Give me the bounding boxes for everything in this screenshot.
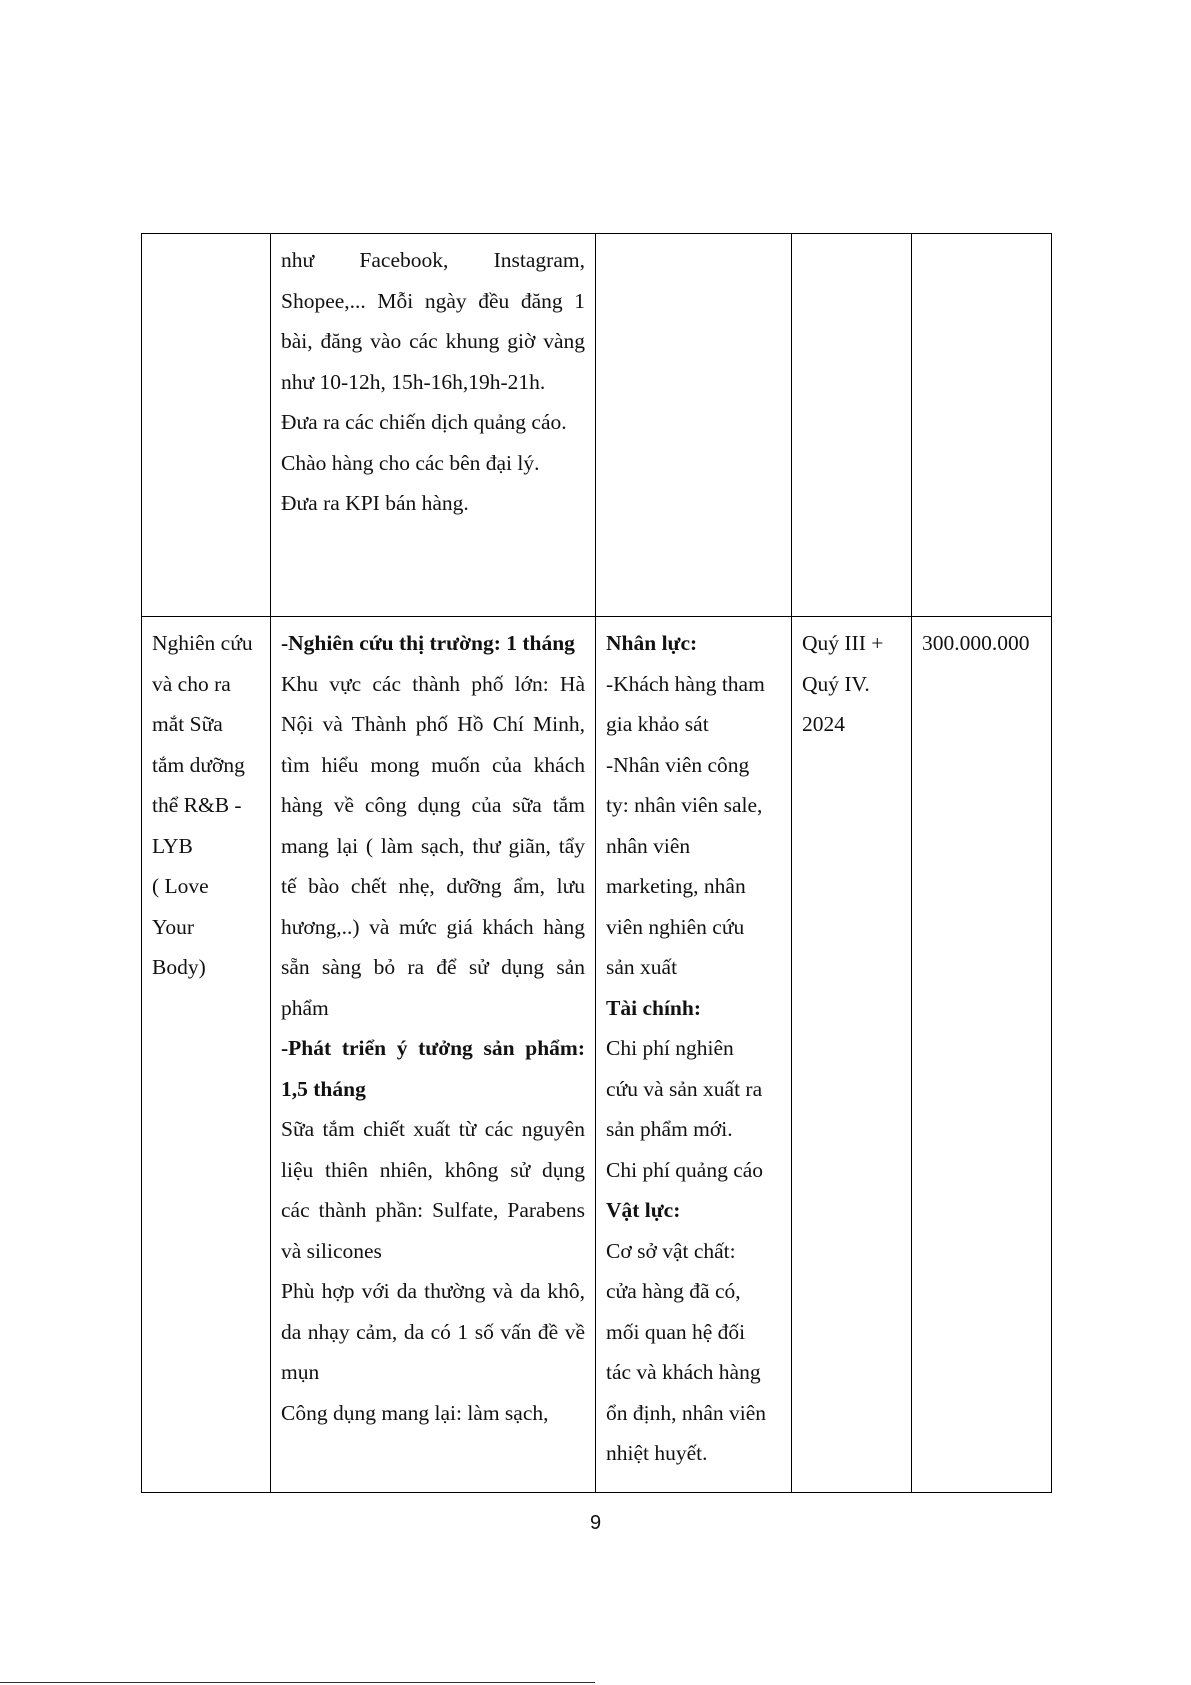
finance-line: Chi phí nghiên [606, 1036, 734, 1060]
time-line: Quý III + [802, 631, 884, 655]
hr-line: gia khảo sát [606, 712, 709, 736]
cell-resources [596, 617, 792, 1493]
budget-value: 300.000.000 [922, 631, 1030, 655]
hr-line: viên nghiên cứu [606, 914, 745, 939]
cell-resources [596, 234, 792, 617]
time-line: 2024 [802, 712, 845, 736]
activity-line: Your [152, 914, 195, 939]
physical-heading: Vật lực: [606, 1198, 681, 1222]
physical-line: nhiệt huyết. [606, 1441, 708, 1465]
idea-text: Sữa tắm chiết xuất từ các nguyên liệu thiên nhiên, không sử dụng các thành phần: Sulfate, Parabens và silicones [281, 1117, 585, 1263]
research-text: Khu vực các thành phố lớn: Hà Nội và Thành phố Hồ Chí Minh, tìm hiểu mong muốn của khách hàng về công dụng của sữa tắm mang lại ( làm sạch, thư giãn, tẩy tế bào chết nhẹ, dưỡng ẩm, lưu hương,..) và mức giá khách hàng sẵn sàng bỏ ra để sử dụng sản phẩm [281, 671, 585, 1020]
cell-content [271, 234, 596, 617]
finance-line: Chi phí quảng cáo [606, 1157, 764, 1182]
activity-line: Body) [152, 955, 206, 979]
table-row [142, 234, 1052, 617]
finance-heading: Tài chính: [606, 995, 701, 1020]
hr-line: sản xuất [606, 955, 678, 979]
activity-line: Nghiên cứu [152, 631, 253, 655]
hr-line: -Nhân viên công [606, 752, 750, 777]
cell-time [792, 617, 912, 1493]
finance-line: cứu và sản xuất ra [606, 1076, 763, 1101]
idea-text: Công dụng mang lại: làm sạch, [281, 1400, 549, 1425]
hr-line: ty: nhân viên sale, [606, 793, 763, 817]
activity-line: LYB [152, 833, 193, 858]
cell-budget [912, 617, 1052, 1493]
physical-line: cửa hàng đã có, [606, 1279, 741, 1303]
cell-budget [912, 234, 1052, 617]
content-line: Đưa ra KPI bán hàng. [281, 491, 469, 515]
hr-line: marketing, nhân [606, 874, 746, 898]
physical-line: Cơ sở vật chất: [606, 1238, 736, 1263]
hr-line: nhân viên [606, 833, 691, 858]
hr-heading: Nhân lực: [606, 631, 698, 655]
cell-activity [142, 617, 271, 1493]
idea-heading: -Phát triển ý tưởng sản phẩm: 1,5 tháng [281, 1036, 585, 1101]
activity-line: tắm dưỡng [152, 752, 245, 777]
activity-line: mắt Sữa [152, 712, 223, 736]
hr-line: -Khách hàng tham [606, 671, 765, 696]
time-line: Quý IV. [802, 671, 870, 696]
cell-activity [142, 234, 271, 617]
cell-time [792, 234, 912, 617]
cell-content [271, 617, 596, 1493]
research-heading: -Nghiên cứu thị trường: 1 tháng [281, 631, 575, 655]
activity-line: và cho ra [152, 671, 231, 696]
table-row [142, 617, 1052, 1493]
physical-line: mối quan hệ đối [606, 1319, 746, 1344]
plan-table [141, 233, 1052, 1493]
content-line: Chào hàng cho các bên đại lý. [281, 450, 540, 475]
idea-text: Phù hợp với da thường và da khô, da nhạy cảm, da có 1 số vấn đề về mụn [281, 1279, 585, 1384]
page-number: 9 [589, 1512, 602, 1534]
activity-line: ( Love [152, 874, 209, 898]
content-line: như Facebook, Instagram, Shopee,... Mỗi ngày đều đăng 1 bài, đăng vào các khung giờ vàng như 10-12h, 15h-16h,19h-21h. [281, 248, 585, 394]
physical-line: tác và khách hàng [606, 1360, 761, 1384]
finance-line: sản phẩm mới. [606, 1117, 733, 1141]
content-line: Đưa ra các chiến dịch quảng cáo. [281, 410, 567, 434]
footer-rule [0, 1682, 595, 1683]
activity-line: thể R&B - [152, 793, 242, 817]
physical-line: ổn định, nhân viên [606, 1400, 767, 1425]
